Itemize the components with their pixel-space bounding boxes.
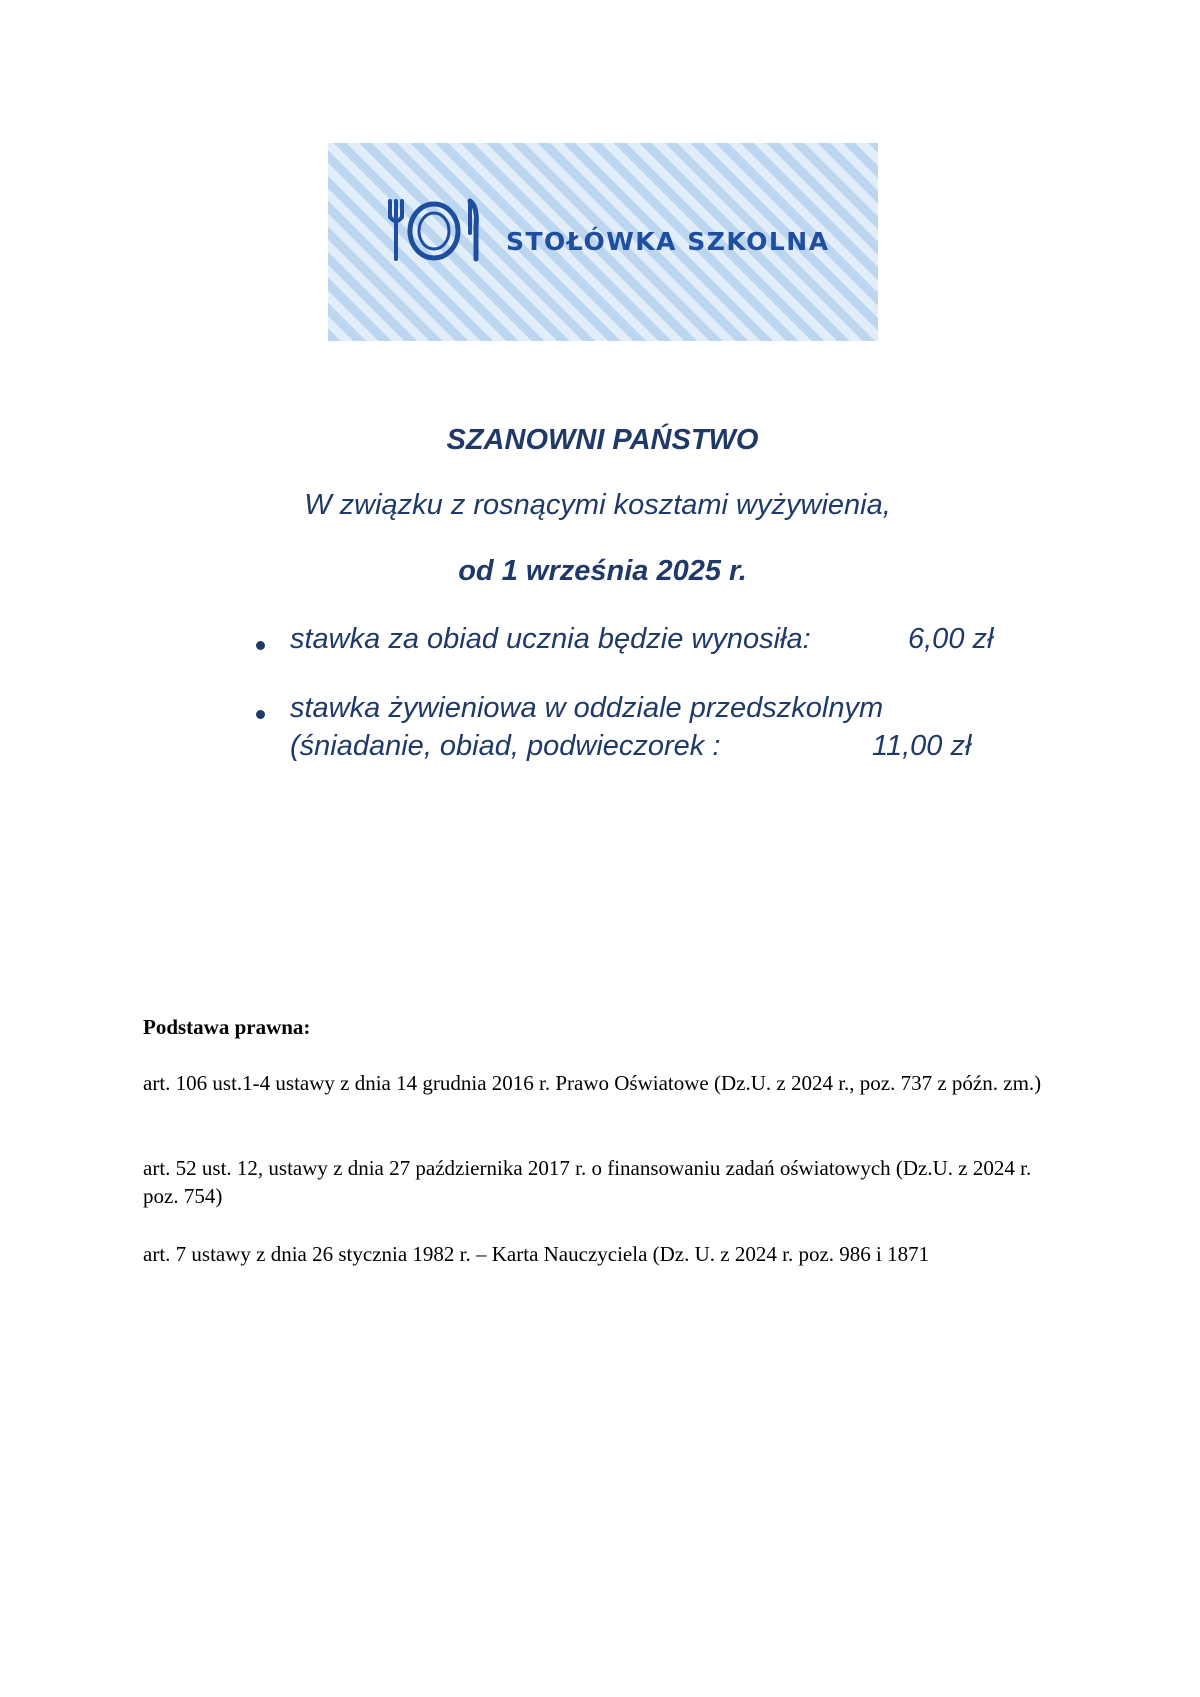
legal-reference: art. 52 ust. 12, ustawy z dnia 27 października 2017 r. o finansowaniu zadań oświatowych (Dz.U. z 2024 r. poz. 754) bbox=[143, 1156, 1032, 1208]
canteen-banner bbox=[328, 143, 878, 341]
banner-title: STOŁÓWKA SZKOLNA bbox=[506, 227, 830, 256]
bullet-icon bbox=[256, 641, 265, 650]
legal-basis-heading: Podstawa prawna: bbox=[143, 1015, 311, 1039]
preschool-rate-meals: (śniadanie, obiad, podwieczorek : bbox=[290, 730, 721, 762]
intro-text: W związku z rosnącymi kosztami wyżywienia, bbox=[304, 489, 891, 521]
student-lunch-rate-label: stawka za obiad ucznia będzie wynosiła: bbox=[290, 623, 811, 655]
student-lunch-rate-price: 6,00 zł bbox=[908, 623, 994, 655]
preschool-rate-price: 11,00 zł bbox=[872, 730, 972, 762]
legal-reference: art. 106 ust.1-4 ustawy z dnia 14 grudnia 2016 r. Prawo Oświatowe (Dz.U. z 2024 r., poz. 737 z późn. zm.) bbox=[143, 1071, 1042, 1095]
preschool-rate-label: stawka żywieniowa w oddziale przedszkolnym bbox=[290, 692, 884, 724]
legal-reference: art. 7 ustawy z dnia 26 stycznia 1982 r. – Karta Nauczyciela (Dz. U. z 2024 r. poz. 986 i 1871 bbox=[143, 1242, 930, 1266]
effective-date: od 1 września 2025 r. bbox=[458, 555, 747, 587]
fork-plate-knife-icon bbox=[384, 197, 482, 265]
greeting-heading: SZANOWNI PAŃSTWO bbox=[446, 424, 759, 456]
bullet-icon bbox=[256, 710, 265, 719]
